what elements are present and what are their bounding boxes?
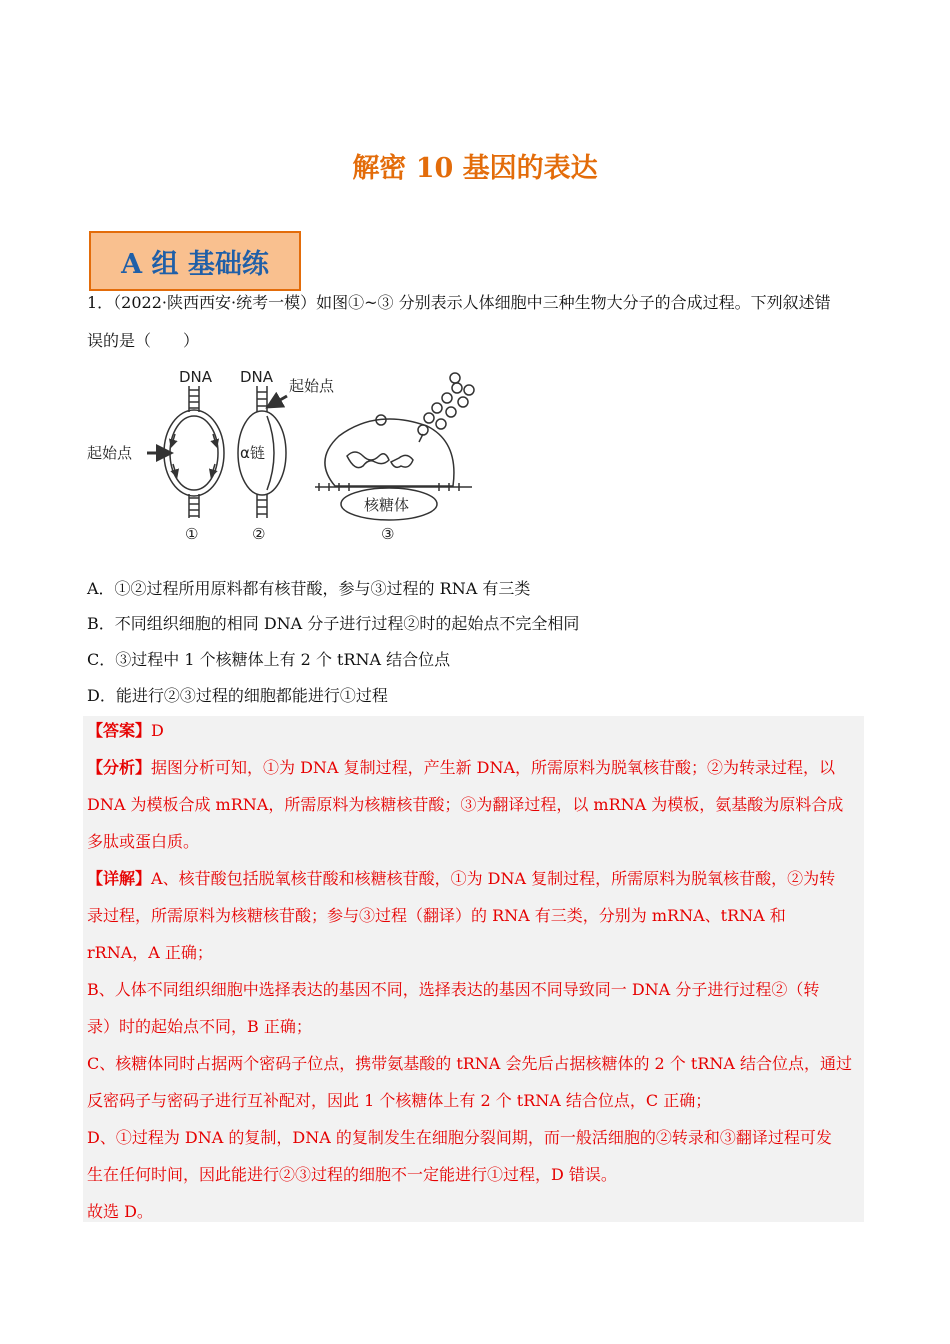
option-d: D．能进行②③过程的细胞都能进行①过程 (87, 686, 388, 705)
detail-line-4: B、人体不同组织细胞中选择表达的基因不同，选择表达的基因不同导致同一 DNA 分子进行过程②（转 (87, 980, 820, 999)
detail-line-2: 录过程，所需原料为核糖核苷酸；参与③过程（翻译）的 RNA 有三类，分别为 mRNA、tRNA 和 (87, 906, 786, 925)
detail-tag: 【详解】 (87, 869, 152, 888)
question-stem-line-2: 误的是（ ） (87, 331, 200, 350)
figure-label-origin-left: 起始点 (87, 444, 133, 462)
figure-label-ribosome: 核糖体 (364, 496, 410, 514)
detail-line-9: 生在任何时间，因此能进行②③过程的细胞不一定能进行①过程，D 错误。 (87, 1165, 617, 1184)
figure-label-alpha-chain: α链 (240, 444, 265, 462)
figure-label-panel-1: ① (185, 525, 199, 543)
answer-value: D (151, 721, 164, 740)
figure-label-origin-right: 起始点 (289, 377, 335, 395)
answer-tag: 【答案】 (87, 721, 152, 740)
section-header (89, 231, 301, 291)
replication-diagram (147, 386, 224, 518)
analysis-line-1 (87, 758, 835, 778)
analysis-text-1: 据图分析可知，①为 DNA 复制过程，产生新 DNA，所需原料为脱氧核苷酸；②为转录过程，以 (151, 758, 836, 777)
detail-text-1: A、核苷酸包括脱氧核苷酸和核糖核苷酸，①为 DNA 复制过程，所需原料为脱氧核苷酸，②为转 (151, 869, 836, 888)
detail-line-5: 录）时的起始点不同，B 正确； (87, 1017, 312, 1036)
detail-line-1 (87, 869, 835, 889)
detail-line-8: D、①过程为 DNA 的复制，DNA 的复制发生在细胞分裂间期，而一般活细胞的②转录和③翻译过程可发 (87, 1128, 832, 1147)
detail-line-6: C、核糖体同时占据两个密码子位点，携带氨基酸的 tRNA 会先后占据核糖体的 2 个 tRNA 结合位点，通过 (87, 1054, 853, 1073)
figure-label-dna-2: DNA (240, 368, 274, 386)
option-b: B．不同组织细胞的相同 DNA 分子进行过程②时的起始点不完全相同 (87, 614, 580, 633)
detail-line-7: 反密码子与密码子进行互补配对，因此 1 个核糖体上有 2 个 tRNA 结合位点，C 正确； (87, 1091, 712, 1110)
question-stem-line-1: 1．（2022·陕西西安·统考一模）如图①~③ 分别表示人体细胞中三种生物大分子的合成过程。下列叙述错 (87, 293, 831, 312)
page-title: 解密 10 基因的表达 (352, 153, 598, 184)
figure-label-panel-3: ③ (381, 525, 395, 543)
figure-label-panel-2: ② (252, 525, 266, 543)
analysis-line-2: DNA 为模板合成 mRNA，所需原料为核糖核苷酸；③为翻译过程，以 mRNA 为模板，氨基酸为原料合成 (87, 795, 844, 814)
analysis-line-3: 多肽或蛋白质。 (87, 832, 200, 851)
answer-line (87, 721, 164, 741)
detail-line-3: rRNA，A 正确； (87, 943, 213, 962)
question-figure (87, 364, 487, 550)
option-c: C．③过程中 1 个核糖体上有 2 个 tRNA 结合位点 (87, 650, 451, 669)
option-a: A．①②过程所用原料都有核苷酸，参与③过程的 RNA 有三类 (87, 579, 531, 598)
analysis-tag: 【分析】 (87, 758, 152, 777)
figure-label-dna-1: DNA (179, 368, 213, 386)
section-label: A 组 基础练 (121, 248, 269, 280)
detail-line-10: 故选 D。 (87, 1202, 153, 1221)
